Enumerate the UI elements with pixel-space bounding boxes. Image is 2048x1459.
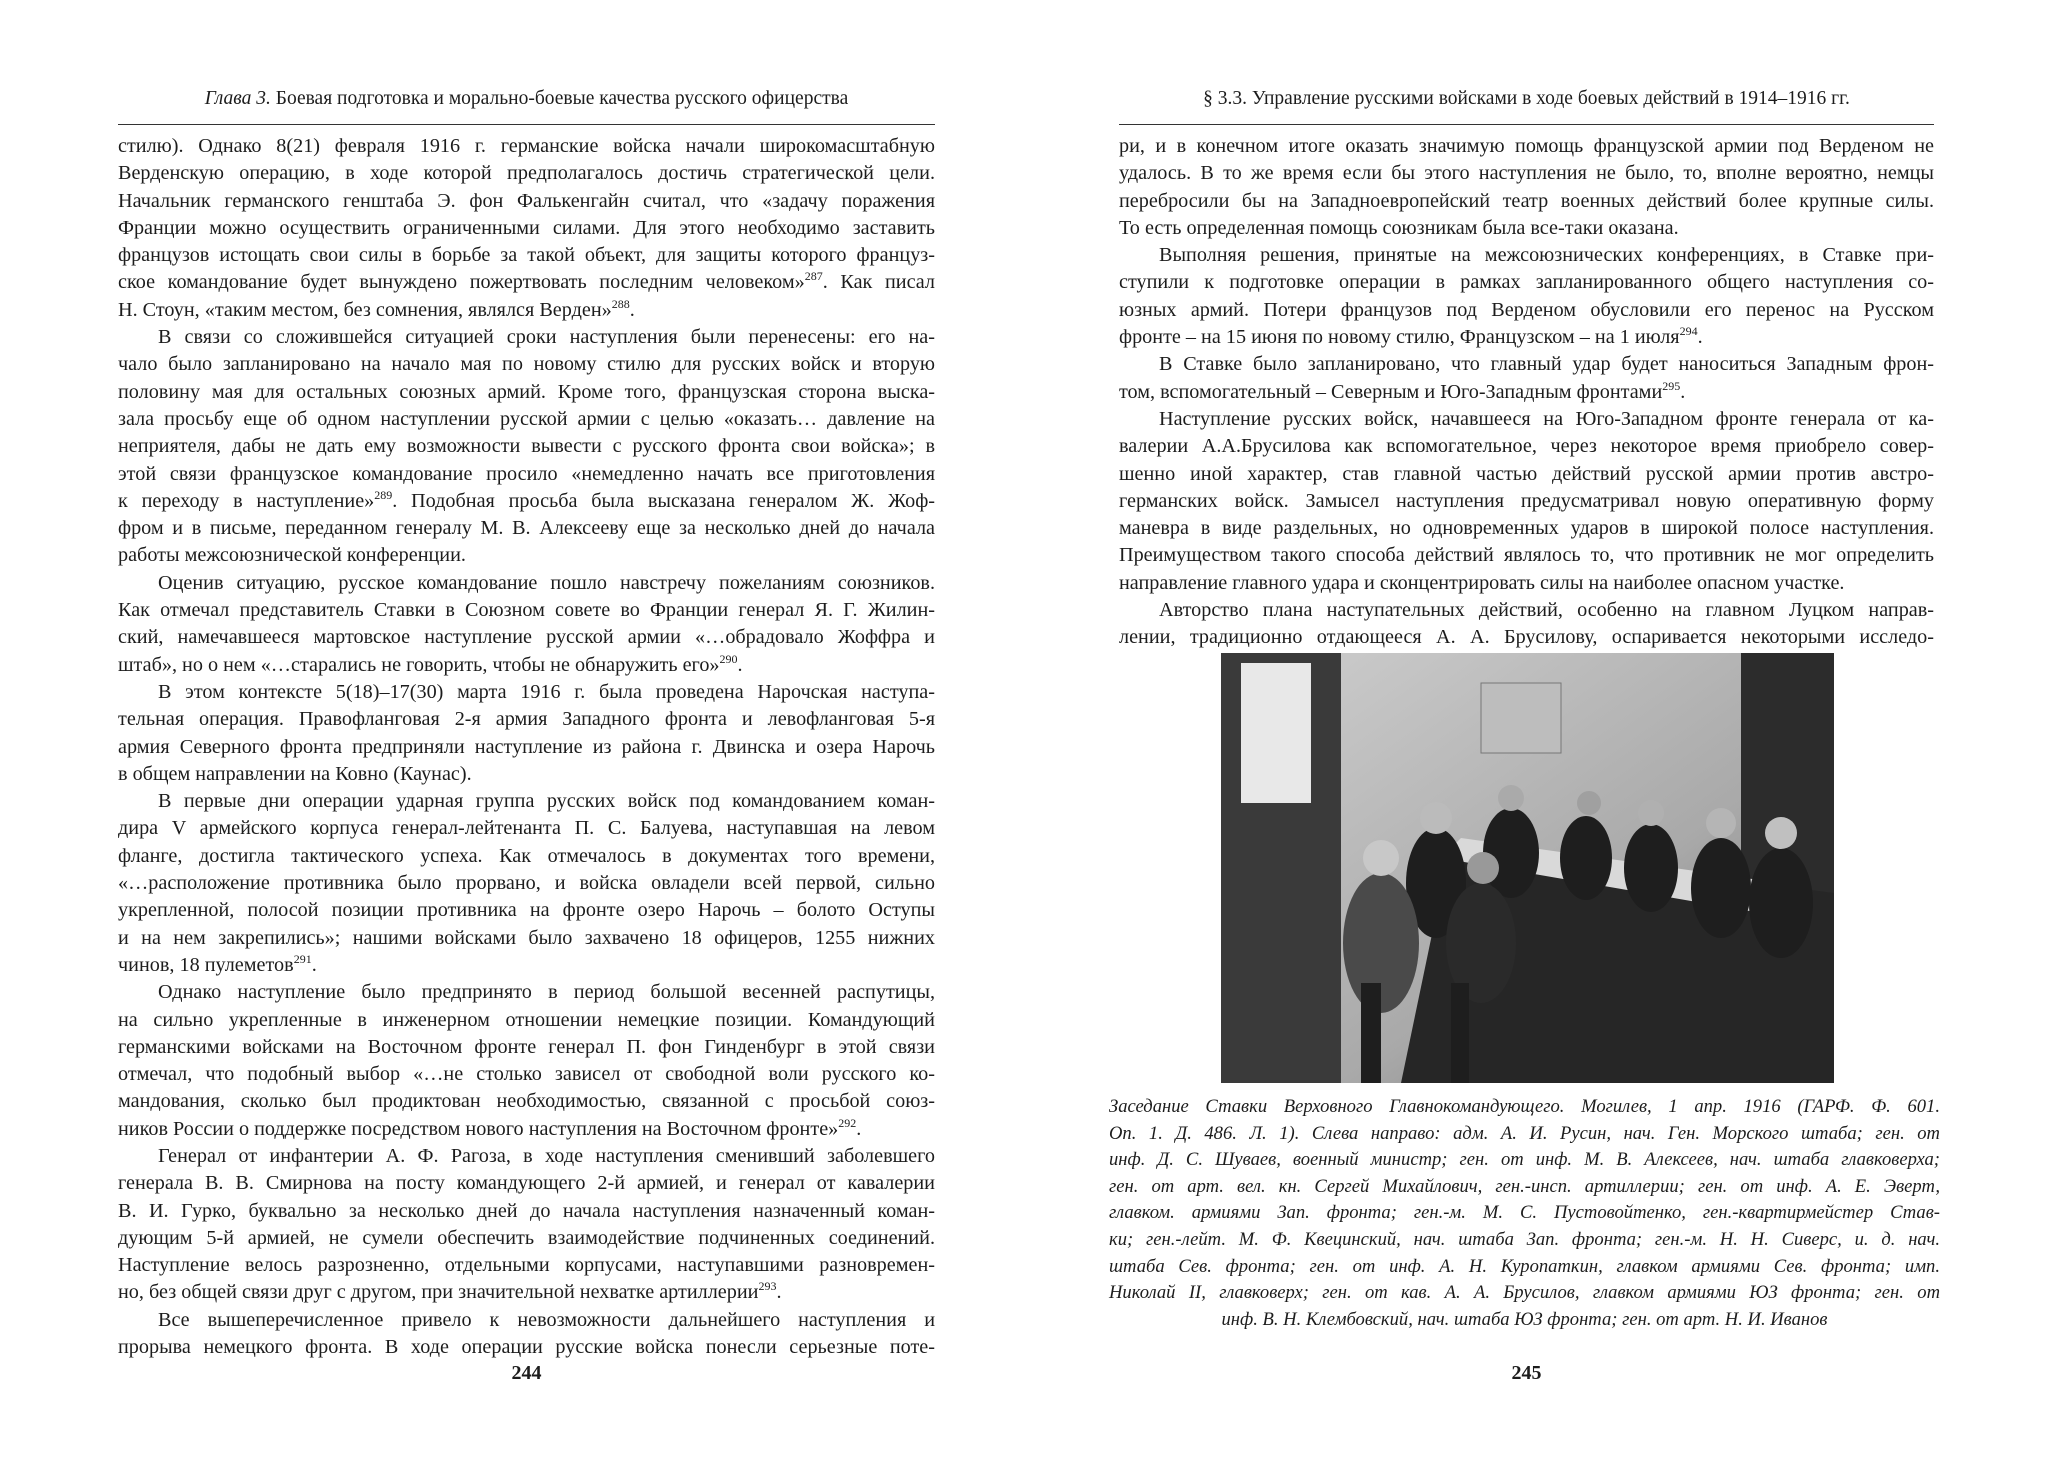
text-line [118,788,935,815]
text-line [118,461,935,488]
running-head [118,88,935,110]
text-line [118,1198,935,1225]
text-segment: Н. Стоун, «таким местом, без сомнения, являлся Верден» [118,298,612,321]
text-segment: лении, традиционно отдающееся А. А. Брусилову, оспаривается некоторыми исследо- [1119,626,1934,649]
text-segment: мандования, сколько был продиктован необходимостью, связанной с просьбой союз- [118,1090,935,1113]
text-line [1119,160,1934,187]
text-line [118,925,935,952]
footnote-marker[interactable]: 292 [838,1115,857,1130]
text-segment: В. И. Гурко, буквально за несколько дней до начала наступления назначенный коман- [118,1199,935,1222]
text-segment: юзных армий. Потери французов под Верденом обусловили его перенос на Русском [1119,298,1934,321]
text-segment: ский, намечавшееся мартовское наступление русской армии «…обрадовало Жоффра и [118,626,935,649]
text-line [118,515,935,542]
text-line [1119,269,1934,296]
text-segment: половину мая для остальных союзных армий. Кроме того, французская сторона выска- [118,380,935,403]
text-line [118,488,935,515]
text-line [1119,515,1934,542]
text-line [1119,188,1934,215]
text-line [118,1279,935,1306]
text-segment: «…расположение противника было прорвано, и войска овладели всей первой, сильно [118,872,935,895]
text-segment: штаб», но о нем «…старались не говорить, чтобы не обнаружить его» [118,653,720,676]
text-segment: ское командование будет вынуждено пожертвовать последним человеком» [118,271,805,294]
footnote-marker[interactable]: 295 [1662,378,1681,393]
text-line [118,297,935,324]
text-segment: В первые дни операции ударная группа русских войск под командованием коман- [158,790,935,813]
text-segment: укрепленной, полосой позиции противника на фронте озеро Нарочь – болото Оступы [118,899,935,922]
footnote-marker[interactable]: 294 [1679,324,1698,339]
photo-caption [1109,1094,1940,1333]
text-line [118,897,935,924]
header-rule [1119,124,1934,125]
text-segment: То есть определенная помощь союзникам была все-таки оказана. [1119,216,1679,239]
text-segment: дира V армейского корпуса генерал-лейтенанта П. С. Балуева, наступавшая на левом [118,817,935,840]
text-line [118,1143,935,1170]
text-line [1119,324,1934,351]
historical-photo [1221,653,1834,1083]
text-segment: . Подобная просьба была высказана генералом Ж. Жоф- [392,489,935,512]
text-segment: ников России о поддержке посредством нового наступления на Восточном фронте» [118,1117,839,1140]
text-segment: шенно иной характер, став главной частью действий русской армии против австро- [1119,462,1934,485]
text-segment: Однако наступление было предпринято в период большой весенней распутицы, [158,981,935,1004]
text-line [118,1061,935,1088]
text-line [118,652,935,679]
text-line [118,406,935,433]
text-line [118,133,935,160]
text-segment: Оценив ситуацию, русское командование пошло навстречу пожеланиям союзников. [158,571,935,594]
text-line [118,843,935,870]
caption-line: ки; ген.-лейт. М. Ф. Квецинский, нач. штаба Зап. фронта; ген.-м. Н. Н. Сиверс, и. д. нач. [1109,1228,1940,1250]
text-segment: генерала В. В. Смирнова на посту командующего 2-й армией, и генерал от кавалерии [118,1172,935,1195]
page-number: 244 [511,1362,542,1384]
text-line [118,1225,935,1252]
text-segment: фром и в письме, переданном генералу М. В. Алексееву еще за несколько дней до начала [118,517,935,540]
text-segment: тельная операция. Правофланговая 2-я армия Западного фронта и левофланговая 5-я [118,708,935,731]
text-segment: неприятеля, дабы не дать ему возможности вывести с русского фронта свои войска»; в [118,435,935,458]
text-segment: В связи со сложившейся ситуацией сроки наступления были перенесены: его на- [158,326,935,349]
text-line [118,269,935,296]
text-segment: Генерал от инфантерии А. Ф. Рагоза, в ходе наступления сменивший заболевшего [158,1144,935,1167]
text-segment: прорыва немецкого фронта. В ходе операции русские войска понесли серьезные поте- [118,1336,935,1359]
text-line [118,570,935,597]
text-segment: В Ставке было запланировано, что главный удар будет наноситься Западным фрон- [1159,353,1934,376]
text-segment: том, вспомогательный – Северным и Юго-Западным фронтами [1119,380,1663,403]
caption-line: главком. армиями Зап. фронта; ген.-м. М. С. Пустовойтенко, ген.-квартирмейстер Став- [1109,1202,1940,1224]
text-line [118,1088,935,1115]
caption-line: инф. В. Н. Клембовский, нач. штаба ЮЗ фронта; ген. от арт. Н. И. Иванов [1221,1308,1828,1330]
caption-line: инф. Д. С. Шуваев, военный министр; ген. от инф. М. В. Алексеев, нач. штаба главковерха; [1109,1149,1940,1171]
text-segment: к переходу в наступление» [118,489,375,512]
text-segment: чинов, 18 пулеметов [118,953,294,976]
text-segment: чало было запланировано на начало мая по новому стилю для русских войск и вторую [118,353,935,376]
text-line [118,706,935,733]
text-segment: на сильно укрепленные в инженерном отношении немецкие позиции. Командующий [118,1008,935,1031]
text-segment: В этом контексте 5(18)–17(30) марта 1916 г. была проведена Нарочская наступа- [158,680,935,703]
running-head: § 3.3. Управление русскими войсками в ходе боевых действий в 1914–1916 гг. [1203,88,1850,109]
text-segment: Франции можно осуществить ограниченными силами. Для этого необходимо заставить [118,216,935,239]
text-segment: ступили к подготовке операции в рамках запланированного общего наступления со- [1119,271,1934,294]
text-segment: Начальник германского генштаба Э. фон Фалькенгайн считал, что «задачу поражения [118,189,935,212]
text-line [118,1307,935,1334]
text-segment: Верденскую операцию, в ходе которой предполагалось достичь стратегической цели. [118,162,935,185]
footnote-marker[interactable]: 289 [374,487,393,502]
text-line [1119,297,1934,324]
text-segment: но, без общей связи друг с другом, при значительной нехватке артиллерии [118,1281,759,1304]
text-line [1119,215,1934,242]
text-line [1119,351,1934,378]
text-line [118,734,935,761]
text-segment: . [776,1281,782,1304]
text-line [118,1116,935,1143]
text-line [1119,406,1934,433]
body-text [118,133,935,1361]
text-line [1119,488,1934,515]
text-line [118,1252,935,1279]
text-line [1119,433,1934,460]
caption-line: штаба Сев. фронта; ген. от инф. А. Н. Куропаткин, главком армиями Сев. фронта; имп. [1109,1255,1940,1277]
text-segment: маневра в виде раздельных, но одновременных ударов в широкой полосе наступления. [1119,517,1934,540]
text-segment: отмечал, что подобный выбор «…не столько зависел от свободной воли русского ко- [118,1063,935,1086]
text-segment: и на нем закрепились»; нашими войсками было захвачено 18 офицеров, 1255 нижних [118,926,935,949]
text-segment: Преимуществом такого способа действий являлось то, что противник не мог определить [1119,544,1934,567]
text-segment: валерии А.А.Брусилова как вспомогательное, через некоторое время приобрело совер- [1119,435,1934,458]
text-segment: перебросили бы на Западноевропейский театр военных действий более крупные силы. [1119,189,1934,212]
text-line [118,351,935,378]
caption-line: Николай II, главковерх; ген. от кав. А. А. Брусилов, главком армиями ЮЗ фронта; ген. от [1109,1282,1940,1304]
text-line [1119,379,1934,406]
text-line [118,379,935,406]
text-line [118,679,935,706]
text-line [1119,597,1934,624]
text-line [1119,624,1934,651]
text-line [118,1170,935,1197]
text-segment: Наступление велось разрозненно, отдельными корпусами, наступавшими разновремен- [118,1254,935,1277]
footnote-marker[interactable]: 290 [719,651,738,666]
text-segment: германских войск. Замысел наступления предусматривал новую оперативную форму [1119,489,1934,512]
text-segment: фронте – на 15 июня по новому стилю, Французском – на 1 июля [1119,326,1680,349]
text-line [118,160,935,187]
chapter-title: Боевая подготовка и морально-боевые качества русского офицерства [270,88,849,109]
text-segment: удалось. В то же время если бы этого наступления не было, то, вполне вероятно, немцы [1119,162,1934,185]
text-segment: Авторство плана наступательных действий, особенно на главном Луцком направ- [1159,599,1934,622]
text-segment: германскими войсками на Восточном фронте генерал П. фон Гинденбург в этой связи [118,1035,935,1058]
footnote-marker[interactable]: 288 [611,296,630,311]
text-line [118,242,935,269]
text-segment: ри, и в конечном итоге оказать значимую помощь французской армии под Верденом не [1119,135,1934,157]
text-line [1119,542,1934,569]
text-line [118,870,935,897]
caption-line: Оп. 1. Д. 486. Л. 1). Слева направо: адм. А. И. Русин, нач. Ген. Морского штаба; ген. от [1109,1122,1940,1144]
text-line [118,979,935,1006]
text-segment: стилю). Однако 8(21) февраля 1916 г. германские войска начали широкомасштабную [118,135,935,157]
text-line [118,215,935,242]
text-line [118,1007,935,1034]
chapter-label: Глава 3. [204,88,271,109]
text-line [118,624,935,651]
text-segment: дующим 5-й армией, не сумели обеспечить взаимодействие подчиненных соединений. [118,1226,935,1249]
text-segment: армия Северного фронта предприняли наступление из района г. Двинска и озера Нарочь [118,735,935,758]
text-line [118,761,935,788]
text-segment: . Как писал [822,271,935,294]
text-line [1119,133,1934,160]
caption-line: ген. от арт. вел. кн. Сергей Михайлович, ген.-инсп. артиллерии; ген. от инф. А. Е. Эверт, [1109,1175,1940,1197]
text-segment: в общем направлении на Ковно (Каунас). [118,762,472,785]
text-segment: . [629,298,635,321]
footnote-marker[interactable]: 287 [804,269,823,284]
text-segment: работы межсоюзнической конференции. [118,544,466,567]
text-line [1119,242,1934,269]
text-segment: . [1680,380,1686,403]
text-line [118,433,935,460]
caption-line: Заседание Ставки Верховного Главнокомандующего. Могилев, 1 апр. 1916 (ГАРФ. Ф. 601. [1109,1096,1940,1117]
text-line [118,324,935,351]
right-page [1109,0,1940,1459]
photo-meeting-image [1221,653,1834,1083]
text-line [118,815,935,842]
text-line [1119,570,1934,597]
text-line [118,542,935,569]
text-segment: . [856,1117,862,1140]
header-rule [118,124,935,125]
text-segment: Выполняя решения, принятые на межсоюзнических конференциях, в Ставке при- [1159,244,1934,267]
text-segment: направление главного удара и сконцентрировать силы на наиболее опасном участке. [1119,571,1845,594]
text-segment: Наступление русских войск, начавшееся на Юго-Западном фронте генерала от ка- [1159,407,1934,430]
text-segment: Все вышеперечисленное привело к невозможности дальнейшего наступления и [158,1308,935,1331]
text-segment: Как отмечал представитель Ставки в Союзном совете во Франции генерал Я. Г. Жилин- [118,599,935,622]
page-number: 245 [1511,1362,1542,1384]
text-line [1119,461,1934,488]
text-line [118,1334,935,1361]
text-line [118,952,935,979]
text-segment: . [1697,326,1703,349]
text-segment: . [311,953,317,976]
left-page [118,0,935,1459]
text-segment: фланге, достигла тактического успеха. Как отмечалось в документах того времени, [118,844,935,867]
text-line [118,1034,935,1061]
text-line [118,188,935,215]
text-segment: . [737,653,743,676]
text-segment: зала просьбу еще об одном наступлении русской армии с целью «оказать… давление на [118,407,935,430]
body-text [1119,133,1934,652]
text-segment: этой связи французское командование просило «немедленно начать все приготовления [118,462,935,485]
text-segment: французов истощать свои силы в борьбе за такой объект, для защиты которого француз- [118,244,935,267]
text-line [118,597,935,624]
footnote-marker[interactable]: 293 [758,1279,777,1294]
footnote-marker[interactable]: 291 [293,951,312,966]
